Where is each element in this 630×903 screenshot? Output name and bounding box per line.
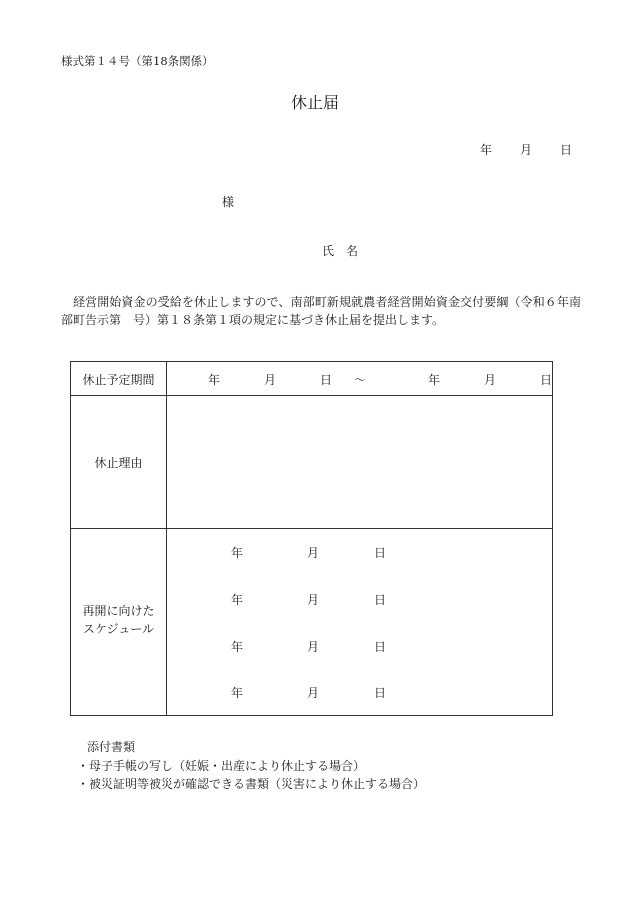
- schedule-1-month: 月: [307, 546, 320, 560]
- submission-date: [480, 141, 572, 158]
- period-start-day: 日: [320, 373, 333, 387]
- suspension-table: [70, 361, 553, 716]
- body-line-1: 経営開始資金の受給を休止しますので、南部町新規就農者経営開始資金交付要綱（令: [73, 295, 533, 309]
- body-line-2: 和６年南部町告示第 号）第１８条第１項の規定に基づき休止届を提出します。: [61, 295, 581, 327]
- label-suspension-reason: 休止理由: [94, 456, 143, 470]
- schedule-2-day: 日: [374, 593, 387, 607]
- addressee: 様: [222, 195, 235, 209]
- attachment-item: ・被災証明等被災が確認できる書類（災害により休止する場合）: [77, 777, 426, 791]
- schedule-1-year: 年: [231, 546, 244, 560]
- date-day: 日: [560, 143, 573, 157]
- attachment-item: ・母子手帳の写し（妊娠・出産により休止する場合）: [77, 759, 366, 773]
- period-end-month: 月: [484, 373, 497, 387]
- date-year: 年: [480, 143, 493, 157]
- schedule-4-day: 日: [374, 686, 387, 700]
- suspension-reason-field[interactable]: [167, 396, 552, 528]
- schedule-3-month: 月: [307, 640, 320, 654]
- attachments-heading: 添付書類: [87, 740, 136, 754]
- period-end-year: 年: [428, 373, 441, 387]
- signer-name-label: 氏 名: [322, 244, 359, 258]
- form-number: 様式第１４号（第18条関係）: [61, 54, 214, 68]
- body-paragraph: [61, 293, 581, 329]
- schedule-3-year: 年: [231, 640, 244, 654]
- period-start-month: 月: [264, 373, 277, 387]
- schedule-2-month: 月: [307, 593, 320, 607]
- table-row-divider: [71, 528, 552, 529]
- period-start-year: 年: [208, 373, 221, 387]
- period-end-day: 日: [540, 373, 553, 387]
- label-resume-schedule: [71, 602, 166, 638]
- page-title: 休止届: [290, 93, 339, 112]
- schedule-1-day: 日: [374, 546, 387, 560]
- schedule-4-month: 月: [307, 686, 320, 700]
- date-month: 月: [520, 143, 533, 157]
- period-tilde: ～: [354, 373, 367, 387]
- schedule-2-year: 年: [231, 593, 244, 607]
- schedule-4-year: 年: [231, 686, 244, 700]
- label-resume-schedule-line1: 再開に向けた: [82, 604, 155, 618]
- label-suspension-period: 休止予定期間: [82, 373, 155, 387]
- label-resume-schedule-line2: スケジュール: [82, 622, 155, 636]
- schedule-3-day: 日: [374, 640, 387, 654]
